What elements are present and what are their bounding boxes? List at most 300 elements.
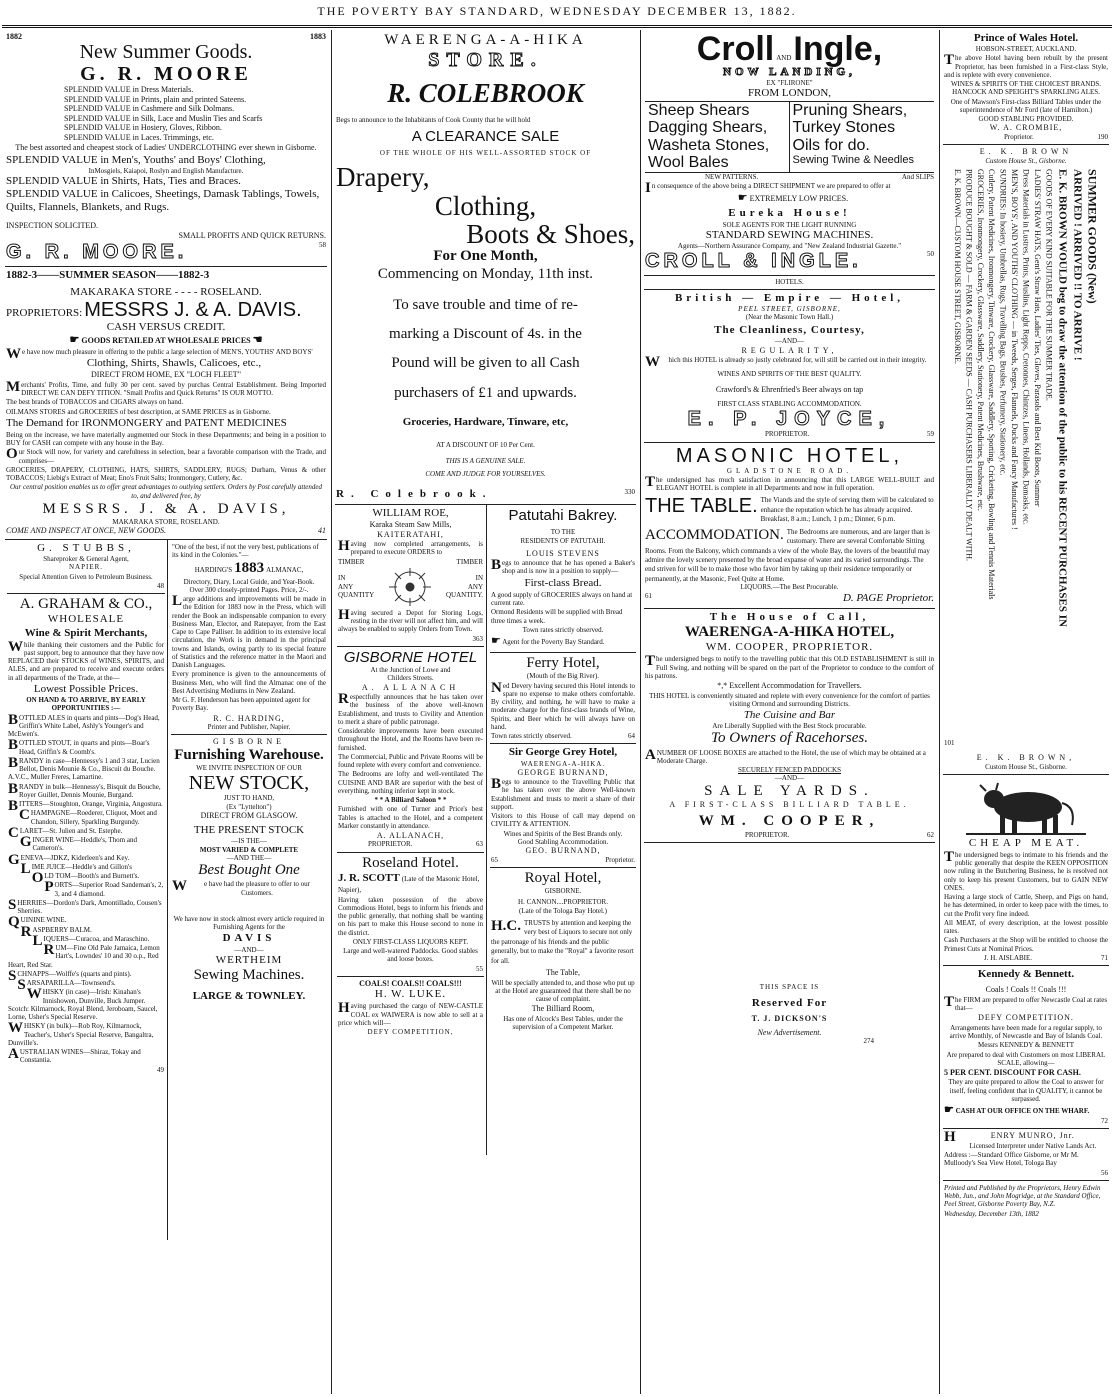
brit-sig: E. P. JOYCE, — [687, 408, 892, 431]
kb-p1: The FIRM are prepared to offer Newcastle Coal at rates that— — [944, 993, 1108, 1013]
pow-street: HOBSON-STREET, AUCKLAND. — [975, 45, 1077, 54]
brit-prop: PROPRIETOR. — [765, 430, 810, 439]
graham-ad — [7, 594, 165, 1077]
list-item: QUININE WINE. — [8, 914, 67, 931]
moore-v2b: InMosgiels, Kaiapoi, Roslyn and English Manufacture. — [88, 166, 244, 175]
furnishing-ad — [171, 735, 327, 1006]
col2-left — [335, 505, 487, 1155]
moore-small: SMALL PROFITS AND QUICK RETURNS. — [178, 230, 326, 240]
croll-now: NOW LANDING, — [723, 66, 856, 78]
graham-low: Lowest Possible Prices. — [33, 682, 139, 695]
waer-cuisine: The Cuisine and Bar — [743, 709, 836, 722]
waer-owners: To Owners of Racehorses. — [711, 730, 868, 747]
roe-ad — [337, 505, 484, 647]
pow-title: Prince of Wales Hotel. — [973, 32, 1079, 44]
croll-title-1: Croll — [696, 30, 775, 68]
british-empire-ad — [644, 290, 935, 443]
davis-ad — [5, 267, 327, 540]
davis-p4: Merchants' Profits, Time, and fully 30 per cent. saved by purchas Central Establishment. Being Imported DIRECT WE CAN DEFY TITION. "Small Profits and Quick Returns" IS OUR MOTTO. — [6, 378, 326, 398]
store-beg: Begs to announce to the Inhabitants of Cook County that he will hold — [336, 115, 531, 124]
gisborne-at: At the Junction of Lowe and — [370, 666, 451, 675]
davis-p1: We have now much pleasure in offering to the public a large selection of MEN'S, YOUTHS' AND BOYS' — [6, 345, 313, 362]
brit-wines: WINES AND SPIRITS OF THE BEST QUALITY. — [717, 370, 862, 379]
coal-defy: DEFY COMPETITION, — [367, 1028, 454, 1037]
coal-title: COALS! COALS!! COALS!!! — [359, 978, 462, 988]
ad-number: 49 — [157, 1065, 164, 1074]
list-item: WHISKY (in case)—Irish: Kinahan's Innishowen, Dunville, Buck Jumper. Scotch: Kilmarnock, Royal Blend, Jeroboam, Saucel, Lorne, Usher's Special Reserve. — [8, 986, 158, 1022]
pointing-hand-icon: ☛ — [944, 1104, 954, 1117]
store-discount: AT A DISCOUNT OF 10 Per Cent. — [436, 441, 535, 450]
roseland-late: (Late of the Masonic Hotel, Napier), — [338, 874, 480, 895]
list-item: CLARET—St. Julien and St. Estephe. — [8, 824, 123, 841]
brown-bottom: E. K. BROWN, — [976, 753, 1076, 763]
grey-ad — [490, 744, 636, 868]
top-rule — [2, 25, 1112, 28]
moore-v2: SPLENDID VALUE in Men's, Youths' and Boys' Clothing, — [6, 153, 266, 166]
graham-p1: While thanking their customers and the Public for past support, beg to announce that they have now REPLACED their STOCKS of WINES, SPIRITS, and ALES, and are prepared to receive and execute orders in all departments of the Trade, at the— — [8, 638, 164, 682]
colebrook-ad — [335, 30, 636, 505]
list-item: PORTS—Superior Road Sandeman's, 2, 3, and 4 diamond. — [44, 879, 164, 898]
royal-hc: H.C. — [491, 917, 521, 934]
grid-cell: Oils for do. — [792, 136, 870, 154]
royal-cannon: H. CANNON....PROPRIETOR. — [518, 898, 608, 907]
furn-invite: WE INVITE INSPECTION OF OUR — [196, 764, 302, 773]
store-mark: marking a Discount of 4s. in the — [389, 326, 582, 343]
list-item: GINGER WINE—Heddle's, Thom and Cameron's. — [19, 834, 137, 853]
waer-p2: THIS HOTEL is conveniently situated and replete with every convenience for the comfort of parties visiting Ormond and surrounding Districts. — [649, 691, 930, 708]
munro-ad — [943, 1129, 1109, 1180]
list-item: LIME JUICE—Heddle's and Gillon's — [20, 860, 133, 877]
moore-insp: INSPECTION SOLICITED. — [6, 220, 98, 230]
bakery-first: First-class Bread. — [524, 576, 602, 589]
roe-in-l: IN — [338, 574, 346, 583]
davis-p5: The best brands of TOBACCOS and CIGARS always on hand. — [6, 398, 184, 407]
waer-and: —AND— — [774, 774, 805, 783]
ad-number: 274 — [863, 1037, 874, 1046]
bakery-agent: Agent for the Poverty Bay Standard. — [502, 638, 605, 647]
imprint-text: Printed and Published by the Proprietors, Henry Edwin Webb, Jun., and John Mogridge, at the Standard Office, Peel Street, Gisborne Poverty Bay, N.Z. — [944, 1183, 1101, 1209]
davis-p6: OILMANS STORES and GROCERIES of best description, at SAME PRICES as in Gisborne. — [6, 407, 271, 416]
moore-values — [6, 85, 326, 142]
gisborne-p5: Furnished with one of Turner and Price's best Tables is attached to the Hotel, and a competent Marker constantly in attendance. — [338, 805, 483, 830]
roseland-p2: ONLY FIRST-CLASS LIQUORS KEPT. — [352, 937, 469, 946]
croll-standard: STANDARD SEWING MACHINES. — [705, 228, 874, 241]
davis-cash: CASH VERSUS CREDIT. — [106, 320, 226, 333]
kb-p3: Are prepared to deal with Customers on most LIBERAL SCALE, allowing— — [946, 1050, 1106, 1067]
grey-stabling: Good Stabling Accommodation. — [517, 837, 609, 846]
brown-vertical-text — [944, 169, 1108, 739]
roe-timber-l: TIMBER — [338, 557, 365, 566]
store-save: To save trouble and time of re- — [393, 296, 578, 313]
kb-p4: They are quite prepared to allow the Coal to answer for itself, feeling confident that in QUALITY, it cannot be surpassed. — [948, 1078, 1104, 1103]
kb-coals: Coals ! Coals !! Coals !!! — [985, 985, 1067, 995]
waer-p1: The undersigned begs to notify to the travelling public that this OLD ESTABLISHMENT is still in Full Swing, and nothing will be spared on the part of the Proprietor to conduce to the comfort of his patrons. — [645, 653, 934, 680]
furn-ex: (Ex "Lyttelton") — [226, 802, 272, 811]
davis-p7: The Demand for IRONMONGERY and PATENT MEDICINES — [6, 416, 287, 429]
stubbs-ad — [7, 540, 165, 594]
harding-year: 1883 — [234, 560, 265, 577]
roe-name: WILLIAM ROE, — [372, 507, 449, 519]
davis-sig: MESSRS. J. & A. DAVIS, — [42, 500, 290, 517]
grey-name: GEORGE BURNAND, — [517, 767, 609, 777]
waer-title: WAERENGA-A-HIKA HOTEL, — [684, 623, 895, 640]
vertical-line: SUMMER GOODS (New) — [1085, 168, 1100, 304]
imprint-date: Wednesday, December 13th, 1882 — [944, 1209, 1039, 1218]
croll-and: AND — [776, 54, 792, 62]
waer-lib: Are Liberally Supplied with the Best Stock procurable. — [712, 722, 867, 731]
moore-v3: SPLENDID VALUE in Shirts, Hats, Ties and Braces. — [6, 174, 241, 187]
furn-most: MOST VARIED & COMPLETE — [199, 845, 299, 854]
list-item: BITTERS—Stoughton, Orange, Virginia, Angostura. — [8, 798, 163, 815]
pow-sig: W. A. CROMBIE, — [989, 123, 1063, 133]
pow-ales: HANCOCK AND SPEIGHT'S SPARKLING ALES. — [952, 88, 1100, 97]
year-right: 1883 — [310, 32, 326, 41]
croll-sole: SOLE AGENTS FOR THE LIGHT RUNNING — [722, 220, 857, 229]
kb-discount: 5 PER CENT. DISCOUNT FOR CASH. — [944, 1068, 1081, 1077]
stubbs-role: Shareproker & General Agent, — [43, 555, 129, 564]
royal-title: Royal Hotel, — [524, 869, 602, 886]
grey-wines: Wines and Spirits of the Best Brands only. — [503, 829, 623, 838]
harding-almanac: ALMANAC, — [266, 566, 304, 575]
store-month: For One Month, — [433, 248, 538, 265]
waer-prop: PROPRIETOR. — [745, 830, 790, 839]
grid-cell: Wool Bales — [645, 154, 790, 172]
davis-p10: GROCERIES, DRAPERY, CLOTHING, HATS, SHIRTS, SADDLERY, RUGS; Durham, Venus & other TOBACCOS; Liebig's Extract of Meat; Eno's Fruit Salts; Ironmongery, Cutlery, &c. — [6, 465, 326, 483]
harding-quote: "One of the best, if not the very best, publications of its kind in the Colonies."— — [172, 542, 319, 560]
brit-and: —AND— — [774, 337, 805, 346]
graham-wine: Wine & Spirit Merchants, — [24, 626, 148, 639]
moore-firm: G. R. MOORE — [80, 63, 252, 86]
eureka-house: Eureka House! — [728, 207, 851, 220]
store-sig: R. Colebrook. — [336, 487, 493, 500]
munro-p1: Licensed Interpreter under Native Lands Act. — [969, 1141, 1097, 1150]
bakery-p3: Ormond Residents will be supplied with Bread three times a week. — [491, 608, 623, 625]
brown-ad — [943, 145, 1109, 775]
furn-stock: We have now in stock almost every article required in Furnishing Agents for the — [173, 914, 325, 932]
masonic-table: THE TABLE. — [645, 495, 758, 518]
harding-pages: Over 300 closely-printed Pages. Price, 2/-. — [189, 585, 309, 594]
pointing-hand-icon: ☛ — [491, 635, 501, 648]
pointing-hand-icon: ☚ — [252, 333, 263, 346]
store-whole: OF THE WHOLE OF HIS WELL-ASSORTED STOCK OF — [379, 149, 592, 158]
davis-proprietors: MESSRS J. & A. DAVIS. — [84, 298, 302, 321]
davis-p9: Our Stock will now, for variety and carefulness in selection, bear a favorable comparison with the Trade, and comprises— — [6, 446, 326, 465]
graham-name: A. GRAHAM & CO., — [19, 596, 153, 613]
list-item: GENEVA—JDKZ, Kiderleen's and Key. — [8, 851, 130, 868]
royal-p3: Has one of Alcock's Best Tables, under the supervision of a Competent Marker. — [503, 1014, 623, 1031]
kb-title: Kennedy & Bennett. — [977, 968, 1075, 981]
gisborne-p2: Considerable improvements have been executed throughout the Hotel, and the Rooms have been re-furnished. — [338, 727, 483, 752]
masthead: THE POVERTY BAY STANDARD, WEDNESDAY DECEMBER 13, 1882. — [317, 4, 797, 18]
ad-number: 50 — [927, 250, 934, 259]
harding-p2: Every prominence is given to the announcements of Business Men, who will find the Almanac one of the Best Advertising Mediums in New Zealand. — [172, 670, 326, 695]
davis-p2: Clothing, Shirts, Shawls, Calicoes, etc., — [86, 357, 262, 370]
ad-number: 55 — [476, 964, 483, 973]
brown-custom: Custom House St., Gisborne. — [985, 156, 1067, 165]
meat-p2: Having a large stock of Cattle, Sheep, and Pigs on hand, he has determined, in order to keep pace with the times, to cut the Profit very fine indeed. — [944, 893, 1108, 918]
furn-present: THE PRESENT STOCK — [193, 824, 305, 837]
store-pound: Pound will be given to all Cash — [391, 355, 580, 372]
store-purchasers: purchasers of £1 and upwards. — [394, 384, 577, 401]
store-drapery: Drapery, — [336, 162, 430, 193]
store-groceries: Groceries, Hardware, Tinware, etc, — [402, 415, 569, 428]
list-item: WHISKY (in bulk)—Rob Roy, Kilmarnock, Teacher's, Usher's Special Reserve, Bangaltra, Dunville's. — [8, 1020, 154, 1047]
furn-davis: DAVIS — [222, 932, 276, 945]
moore-v4: SPLENDID VALUE in Calicoes, Sheetings, Damask Tablings, Towels, Quilts, Flannels, Blankets, and Rugs. — [6, 188, 320, 214]
ad-number: 56 — [1101, 1168, 1108, 1177]
harding-ad — [171, 540, 327, 735]
bakery-to: TO THE — [550, 528, 576, 537]
harding-p3: Mr G. F. Henderson has been appointed agent for Poverty Bay. — [172, 696, 311, 713]
furn-is: —IS THE— — [231, 837, 267, 846]
grey-prop: Proprietor. — [605, 855, 635, 864]
vertical-line: SUNDRIES: In hosiery, Umbrellas, Rugs, Travelling Bags, Brushes, Perfumery, Stationery, etc. — [998, 168, 1008, 476]
vertical-line: ARRIVED ! ARRIVED !! TO ARRIVE ! — [1071, 168, 1084, 361]
ad-number: 59 — [927, 430, 934, 439]
kb-sig: Messrs KENNEDY & BENNETT — [978, 1041, 1074, 1050]
croll-new-patterns: NEW PATTERNS. — [705, 173, 759, 181]
vertical-line: Cutlery, Patent Medicines, Ironmongery, Tinware, Crockery, Glassware, Saddlery, Sporting, Cricketing, Bowling and Tennis Materials — [987, 168, 997, 600]
harding-p1: Large additions and improvements will be made in the Edition for 1883 now in the Press, which will render the Book an indispensable companion to every Business Man, Elector, and Ratepayer, from the East Cape to Cape Palliser. In addition to its extensive local circulation, the Work is in demand in the principal towns and Islands, owing partly to its special feature of Statistics and the reference matter in the Maori and Danish Languages. — [172, 593, 326, 670]
ad-number: 330 — [624, 487, 635, 496]
pointing-hand-icon: ☛ — [69, 333, 80, 346]
vertical-line: GROCERIES, Ironmongery, Crockery, Glassware, Saddlery, Stationery, Patent Medicines, Brushware, etc. — [975, 168, 985, 511]
ad-number: 48 — [157, 581, 164, 590]
column-1 — [2, 30, 330, 1394]
gisborne-p3: The Commercial, Public and Private Rooms will be found replete with every comfort and convenience. — [338, 752, 483, 769]
vertical-line: Dress Materials in Lustres, Prints, Muslins, Light Repps, Cretonnes, Chintzes, Linens, Hollands, Damasks, etc. — [1021, 168, 1031, 525]
furn-town: GISBORNE — [212, 737, 285, 747]
space-l2: Reserved For — [751, 997, 828, 1010]
waer-call: The House of Call, — [709, 610, 870, 623]
brit-clean: The Cleanliness, Courtesy, — [714, 324, 865, 337]
ad-number: 61 — [645, 591, 652, 600]
grey-p1: Begs to announce to the Travelling Public that he has taken over the above Well-known Establishment and trusts to merit a share of their support. — [491, 776, 635, 811]
list-item: RASPBERRY BALM. — [20, 923, 92, 940]
bakery-p4: Town rates strictly observed. — [522, 625, 604, 634]
furn-bought: Best Bought One — [198, 862, 300, 879]
cheap-meat-ad — [943, 775, 1109, 966]
brit-title: British — Empire — Hotel, — [674, 291, 905, 304]
roe-town: KAITERATAHI, — [377, 529, 444, 539]
davis-prop-label: PROPRIETORS: — [6, 306, 83, 319]
grey-p2: Visitors to this House of call may depend on CIVILITY & ATTENTION. — [491, 812, 635, 829]
furn-direct: DIRECT FROM GLASGOW. — [200, 810, 298, 820]
munro-p2: Address :—Standard Office Gisborne, or Mr M. Mulloody's Sea View Hotel, Tologa Bay — [944, 1151, 1079, 1168]
masonic-p2: The Viands and the style of serving them will be calculated to enhance the reputation which he has already acquired. Breakfast, 8 a.m.; Lunch, 1 p.m.; Dinner, 6 p.m. — [760, 496, 934, 524]
roe-p1: Having now completed arrangements, is prepared to execute ORDERS to — [338, 538, 483, 557]
gisborne-billiard: * * A Billiard Saloon * * — [374, 796, 447, 804]
brit-beer: Crawford's & Ehrenfried's Beer always on tap — [715, 384, 864, 394]
list-item: OLD TOM—Booth's and Burnett's. — [31, 870, 140, 887]
column-3 — [640, 30, 938, 1394]
luke-coal-ad — [337, 977, 484, 1040]
pow-p1: The above Hotel having been rebuilt by the present Proprietor, has been furnished in a First-class Style, and is replete with every convenience. — [944, 52, 1108, 79]
store-boots: Boots & Shoes, — [466, 219, 635, 250]
list-item: AUSTRALIAN WINES—Shiraz, Tokay and Constantia. — [8, 1046, 141, 1065]
gisborne-sig: A. ALLANACH, — [376, 831, 445, 840]
coal-name: H. W. LUKE. — [374, 988, 447, 1001]
ad-number: 190 — [1097, 132, 1108, 141]
davis-come: COME AND INSPECT AT ONCE, NEW GOODS. — [6, 526, 167, 536]
furn-new-stock: NEW STOCK, — [188, 772, 310, 795]
value-line: SPLENDID VALUE in Cashmere and Silk Dolmans. — [64, 104, 235, 114]
harding-sig2: Printer and Publisher, Napier. — [207, 723, 291, 732]
roseland-p1: Having taken possession of the above Commodious Hotel, begs to inform his friends and the public generally, that nothing shall be wanting on his part to make this House second to none in the district. — [338, 895, 483, 937]
masonic-p3: The Bedrooms are numerous, and are larger than is customary. There are several Comfortable Sitting Rooms. From the Balcony, which commands a view of the whole Bay, the lovers of the beautiful may admire the lovely scenery presented by the broad expanse of water and its varied surroundings. The end striven for will be to make those who favor him by taking up their residence temporarily or permanently, at the Masonic, Feel Quite at Home. — [645, 527, 930, 583]
ferry-ad — [490, 653, 636, 744]
grid-cell: Pruning Shears, — [792, 101, 908, 119]
value-line: SPLENDID VALUE in Dress Materials. — [64, 85, 194, 95]
grid-cell: Washeta Stones, — [645, 137, 790, 155]
croll-from: FROM LONDON, — [747, 87, 832, 100]
ferry-mouth: (Mouth of the Big River). — [526, 672, 600, 681]
gisborne-prop: PROPRIETOR. — [368, 840, 413, 849]
davis-p3: DIRECT FROM HOME, EX "LOCH FLEET" — [91, 370, 241, 380]
ad-number: 71 — [1101, 953, 1108, 962]
ferry-p1: Ned Devery having secured this Hotel intends to spare no expense to make others comfortable. By civility, and nothing, he will have to make a moderate charge for the first-class brands of Wine, Spirits, and Beer which he will always have on hand. — [491, 679, 635, 731]
bakery-p2: A good supply of GROCERIES always on hand at current rate. — [491, 590, 633, 608]
roseland-title: Roseland Hotel. — [362, 854, 459, 871]
grey-title: Sir George Grey Hotel, — [508, 746, 618, 759]
moore-best: The best assorted and cheapest stock of Ladies' UNDERCLOTHING ever shewn in Gisborne. — [15, 143, 317, 153]
vertical-line: E. K. BROWN WOULD beg to draw the attention of the public to his RECENT PURCHASES IN — [1056, 168, 1069, 627]
meat-p3: All MEAT, of every description, at the lowest possible rates. — [944, 918, 1108, 936]
roe-p2: Having secured a Depot for Storing Logs, resting in the river will not affect him, and will always be enabled to supply Orders from Town. — [338, 606, 483, 634]
bull-icon — [966, 777, 1086, 837]
ad-number: 65 — [491, 855, 498, 864]
gisborne-title: GISBORNE HOTEL — [343, 648, 478, 666]
column-2 — [331, 30, 639, 1394]
space-l3: T. J. DICKSON'S — [751, 1014, 828, 1024]
store-come: COME AND JUDGE FOR YOURSELVES. — [425, 469, 546, 478]
davis-p8: Being on the increase, we have materially augmented our Stock in these Departments; and being in a position to BUY for CASH can compete with any house in the Bay. — [6, 430, 326, 448]
moore-title: New Summer Goods. — [79, 41, 253, 64]
coal-p1: Having purchased the cargo of NEW-CASTLE COAL ex WAIWERA is now able to sell at a price which will— — [338, 1000, 483, 1027]
list-item: BRANDY in case—Hennessy's 1 and 3 star, Lucien Bellot, Denis Mounie & Co., Biscuit du Bouche. A.V.C., Muller Freres, Lamartine. — [8, 754, 160, 782]
store-genuine: THIS IS A GENUINE SALE. — [445, 457, 526, 466]
list-item: RUM—Fine Old Pale Jamaica, Lemon Hart's, Lowndes' 10 and 30 o.p., Red Heart, Red Star. — [8, 942, 160, 969]
davis-p11: Our central position enables us to offer great advantages to outlying settlers. Orders by Post carefully attended to, and delivered free, by — [9, 483, 323, 500]
bakery-title: Patutahi Bakrey. — [508, 507, 618, 524]
roseland-ad — [337, 853, 484, 977]
pow-prop: Proprietor. — [1004, 132, 1034, 141]
grey-sig: GEO. BURNAND, — [525, 846, 601, 856]
meat-p1: The undersigned begs to intimate to his friends and the public generally that despite the KEEN OPPOSITION now ruling in the Butchering Business, he is resolved not only to keep his present Customers, but to GAIN NEW ONES. — [944, 848, 1108, 892]
pow-billiard: One of Mawson's First-class Billiard Tables under the superintendence of Mr Ford (late of Hamilton.) — [950, 97, 1102, 114]
croll-slips: And SLIPS — [901, 173, 934, 181]
store-owner: R. COLEBROOK — [387, 78, 584, 109]
list-item: LIQUERS—Curacoa, and Maraschino. — [32, 932, 150, 949]
roe-timber-r: TIMBER — [456, 557, 483, 566]
royal-table: The Table, — [546, 968, 580, 978]
list-item: SCHNAPPS—Wolffe's (quarts and pints). — [8, 967, 132, 984]
clearance-sale: A CLEARANCE SALE — [411, 127, 560, 145]
ad-number: 58 — [319, 241, 326, 250]
croll-low: EXTREMELY LOW PRICES. — [749, 193, 849, 203]
harding-directory: Directory, Diary, Local Guide, and Year-Book. — [183, 577, 315, 586]
roe-mill: Karaka Steam Saw Mills, — [369, 520, 452, 530]
masonic-title: MASONIC HOTEL, — [675, 444, 904, 467]
meat-title: CHEAP MEAT. — [968, 836, 1084, 849]
col1-right — [169, 540, 329, 1240]
list-item: BRANDY in bulk—Hennessy's, Bisquit du Bouche, Royer Guillet, Dennis Mounie, Burgand. — [8, 780, 161, 799]
croll-ex: EX "FLIRONE" — [766, 79, 813, 88]
stubbs-town: NAPIER. — [68, 563, 104, 572]
waerenga-hotel-ad — [644, 609, 935, 843]
waer-p3: ANUMBER OF LOOSE BOXES are attached to the Hotel, the use of which may be obtained at a Moderate Charge. — [645, 746, 926, 765]
masonic-sig: D. PAGE Proprietor. — [842, 591, 934, 604]
bakery-res: RESIDENTS OF PATUTAHI. — [520, 536, 606, 545]
prince-of-wales-ad — [943, 30, 1109, 145]
gisborne-owner: A. ALLANACH — [361, 682, 460, 692]
masonic-accommodation: ACCOMMODATION. — [645, 526, 784, 543]
grid-cell: Sheep Shears — [645, 102, 790, 120]
furn-and2: —AND— — [234, 945, 264, 954]
ferry-p2: Town rates strictly observed. — [491, 732, 572, 741]
vertical-line: PRODUCE BOUGHT & SOLD — FARM & GARDEN SEEDS — CASH PURCHASERS LIBERALLY DEALT WITH. — [964, 168, 974, 561]
kb-p2: Arrangements have been made for a regular supply, to arrive Monthly, of Newcastle and Bay of Islands Coal. — [949, 1023, 1103, 1040]
kennedy-bennett-ad — [943, 966, 1109, 1129]
year-left: 1882 — [6, 32, 22, 41]
furn-large: LARGE & TOWNLEY. — [192, 990, 306, 1003]
waer-sig: WM. COOPER, — [698, 813, 881, 830]
gisborne-hotel-ad — [337, 647, 484, 853]
roe-in-r: IN — [475, 574, 483, 583]
store-commencing: Commencing on Monday, 11th inst. — [377, 265, 594, 282]
brit-p1: Which this HOTEL is already so justly celebrated for, will still be carried out in their integrity. — [645, 354, 927, 371]
roe-any-l: ANY — [338, 582, 354, 591]
gisborne-p1: Respectfully announces that he has taken over the business of the above well-known Establishment, and trusts to Civility and Attention to merit a share of public patronage. — [338, 691, 483, 726]
royal-p1: TRUSTS by attention and keeping the very best of Liquors to secure not only the patronage of his friends and the public generally, but to make the "Royal" a favorite resort for all. — [491, 918, 634, 965]
pointing-hand-icon: ☛ — [737, 191, 748, 204]
col2-split — [335, 505, 636, 1155]
pow-stabling: GOOD STABLING PROVIDED. — [978, 115, 1074, 124]
vertical-line: MEN'S, BOYS', AND YOUTHS' CLOTHING — in Tweeds, Serges, Flannels, Ducks and Fancy Manufactures ! — [1010, 168, 1020, 530]
ad-number: 41 — [318, 526, 326, 536]
brown-bottom-2: Custom House St., Gisborne. — [985, 762, 1067, 771]
davis-goods: GOODS RETAILED AT WHOLESALE PRICES — [81, 335, 251, 345]
furn-wertheim: WERTHEIM — [215, 953, 283, 966]
pow-wines: WINES & SPIRITS OF THE CHOICEST BRANDS. — [950, 80, 1102, 89]
bakery-ad — [490, 505, 636, 653]
column-4 — [939, 30, 1112, 1394]
croll-sig: CROLL & INGLE. — [645, 250, 862, 273]
store-name: WAERENGA-A-HIKA — [384, 32, 587, 48]
furn-sewing: Sewing Machines. — [193, 967, 305, 984]
stubbs-name: G. STUBBS, — [37, 541, 135, 554]
brit-stab: FIRST CLASS STABLING ACCOMMODATION. — [717, 400, 862, 409]
royal-late: (Late of the Tologa Bay Hotel.) — [518, 906, 608, 915]
masonic-p1: The undersigned has much satisfaction in announcing that this LARGE WELL-BUILT and ELEGANT HOTEL is complete in all Departments and now in full operation. — [645, 473, 934, 493]
bakery-name: LOUIS STEVENS — [526, 548, 600, 558]
ad-number: 64 — [628, 732, 635, 741]
masonic-liquors: LIQUORS.—The Best Procurable. — [740, 583, 839, 592]
waer-sale-yards: SALE YARDS. — [704, 782, 875, 799]
reserved-space-ad — [644, 843, 935, 1049]
croll-ingle-ad — [644, 30, 935, 276]
davis-season: 1882-3——SUMMER SEASON——1882-3 — [6, 269, 210, 282]
hotels-heading: HOTELS. — [644, 276, 935, 289]
graham-arrive: ON HAND & TO ARRIVE, BY EARLY OPPORTUNITIES :— — [26, 696, 146, 713]
list-item: BOTTLED STOUT, in quarts and pints—Boar's Head, Griffin's & Coomb's. — [8, 737, 150, 756]
vertical-line: E. K. BROWN—CUSTOM HOUSE STREET, GISBORNE. — [952, 168, 962, 364]
brit-reg: REGULARITY, — [741, 345, 838, 355]
brit-street: PEEL STREET, GISBORNE, — [738, 304, 841, 313]
kb-cash: CASH AT OUR OFFICE ON THE WHARF. — [955, 1107, 1090, 1116]
waer-exc: *,* Excellent Accommodation for Travellers. — [717, 681, 862, 691]
meat-sig: J. H. AISLABIE. — [984, 953, 1033, 962]
